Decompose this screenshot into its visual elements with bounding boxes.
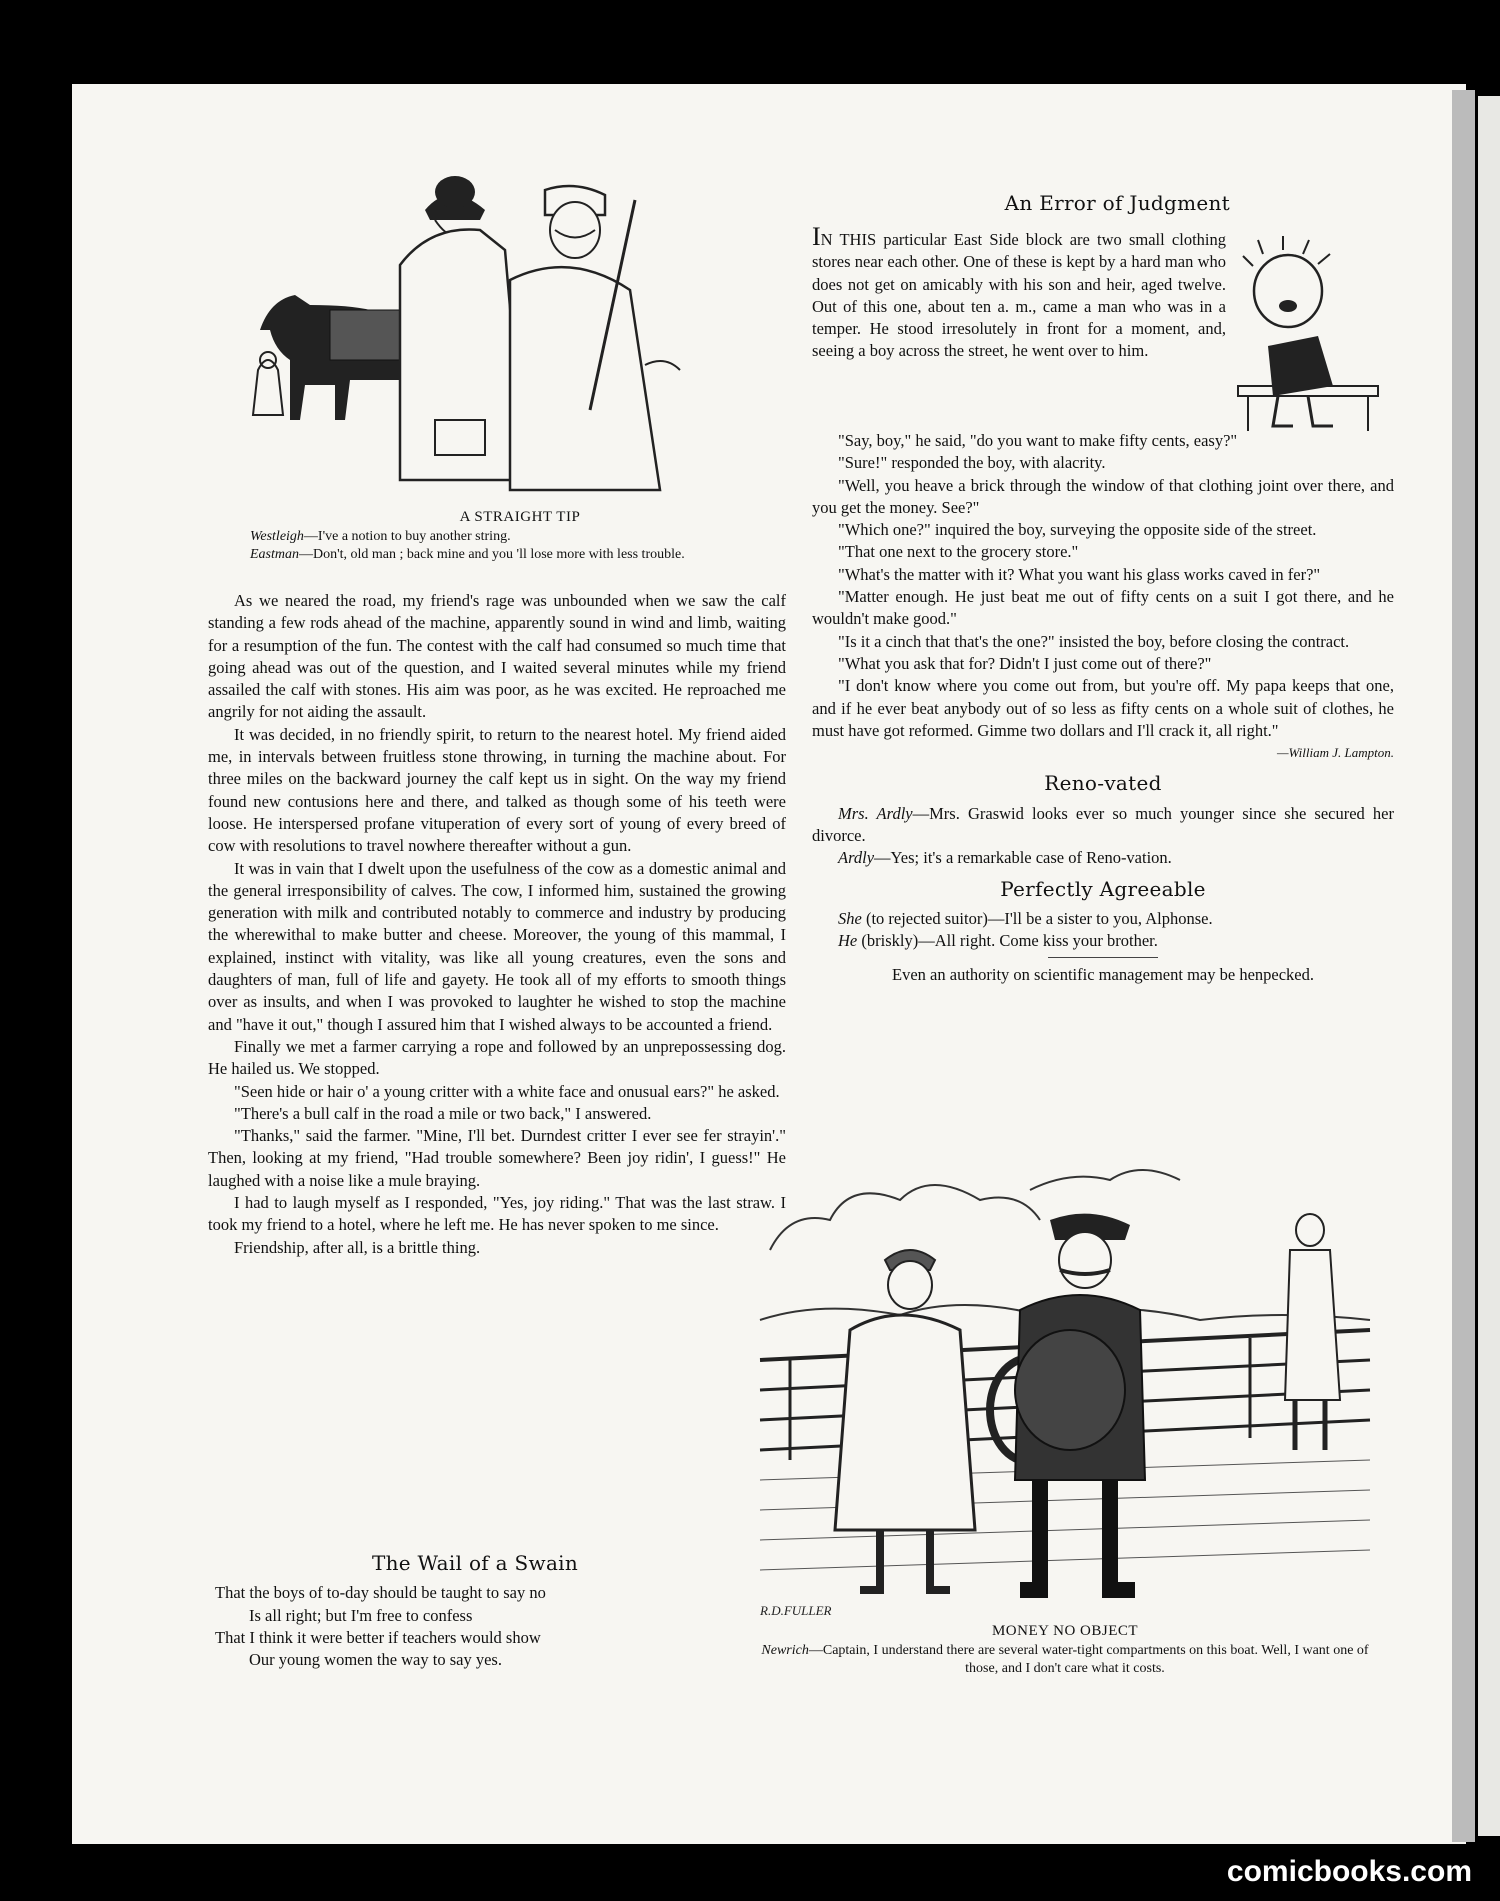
dialogue-line: He (briskly)—All right. Come kiss your brother. xyxy=(838,931,1158,951)
story-paragraph: As we neared the road, my friend's rage was unbounded when we saw the calf standing a few rods ahead of the machine, apparently sound in wind and limb, waiting for a resumption of the fun. The contest with the calf had consumed so much time that going ahead was out of the question, and I waited several minutes while my friend assailed the calf with stones. His aim was poor, as he was excited. He reproached me angrily for not aiding the assault. xyxy=(208,591,786,722)
story-paragraph: "Which one?" inquired the boy, surveying the opposite side of the street. xyxy=(838,520,1317,540)
story-paragraph: "Is it a cinch that that's the one?" insisted the boy, before closing the contract. xyxy=(838,631,1350,651)
caption-title: A STRAIGHT TIP xyxy=(459,509,581,525)
caption-line: Newrich—Captain, I understand there are several water-tight compartments on this boat. Well, I want one of those, and I don't care what it costs. xyxy=(761,1643,1369,1677)
story-paragraph: Finally we met a farmer carrying a rope and followed by an unprepossessing dog. He hailed us. We stopped. xyxy=(208,1036,786,1079)
story-paragraph: "Thanks," said the farmer. "Mine, I'll bet. Durndest critter I ever see fer strayin'." Then, looking at my friend, "Had trouble somewhere? Been joy ridin', I guess!" He laughed with a noise like a mule braying. xyxy=(208,1126,786,1190)
dialogue-line: Mrs. Ardly—Mrs. Graswid looks ever so much younger since she secured her divorce. xyxy=(812,803,1394,846)
byline: —William J. Lampton. xyxy=(1276,745,1394,761)
story-paragraph: "What you ask that for? Didn't I just come out of there?" xyxy=(838,653,1212,673)
dialogue-line: Ardly—Yes; it's a remarkable case of Reno-vation. xyxy=(838,848,1172,868)
error-story-body xyxy=(812,430,1394,986)
story-paragraph: "Sure!" responded the boy, with alacrity. xyxy=(838,453,1106,473)
story-paragraph: "Well, you heave a brick through the window of that clothing joint over there, and you get the money. See?" xyxy=(812,475,1394,517)
page-edge xyxy=(1452,90,1475,1842)
caption-line-2: Eastman—Don't, old man ; back mine and you 'll lose more with less trouble. xyxy=(250,547,685,563)
story-paragraph: "There's a bull calf in the road a mile or two back," I answered. xyxy=(234,1103,652,1123)
agreeable-title: Perfectly Agreeable xyxy=(1000,876,1206,901)
money-no-object-illustration xyxy=(730,1120,1390,1620)
story-paragraph: "What's the matter with it? What you want his glass works caved in fer?" xyxy=(838,564,1321,584)
story-paragraph: "I don't know where you come out from, but you're off. My papa keeps that one, and if he ever beat anybody out of so less as fifty cents on a whole suit of clothes, he must have got reformed. Gimme two dollars and I'll crack it, all right." xyxy=(812,676,1394,740)
dropcap: I xyxy=(812,222,821,251)
error-story-title: An Error of Judgment xyxy=(1004,191,1230,215)
straight-tip-illustration xyxy=(250,170,780,500)
poem-line: Our young women the way to say yes. xyxy=(249,1650,502,1670)
renovated-title: Reno-vated xyxy=(1044,771,1162,796)
story-paragraph: It was in vain that I dwelt upon the usefulness of the cow as a domestic animal and the general irresponsibility of calves. The cow, I informed him, sustained the growing generation with milk and contributed notably to commerce and industry by producing the wherewithal to make butter and cheese. Moreover, the young of this mammal, I explained, instinct with vitality, was like all young creatures, even the sons and daughters of man, full of life and gayety. He took all of my efforts to smooth things over as insults, and when I was provoked to laughter he wished to stop the machine and "have it out," though I assured him that I wished always to be accounted a friend. xyxy=(208,858,786,1034)
story-paragraph: IN THIS particular East Side block are two small clothing stores near each other. One of these is kept by a hard man who does not get on amicably with his son and heir, aged twelve. Out of this one, about ten a. m., came a man who was in a temper. He stood irresolutely in front for a moment, and, seeing a boy across the street, he went over to him. xyxy=(812,222,1226,361)
poem-line: Is all right; but I'm free to confess xyxy=(249,1605,473,1625)
story-paragraph: "Matter enough. He just beat me out of fifty cents on a suit I got there, and he wouldn't make good." xyxy=(812,587,1394,629)
story-paragraph: I had to laugh myself as I responded, "Yes, joy riding." That was the last straw. I took my friend to a hotel, where he left me. He has never spoken to me since. xyxy=(208,1193,786,1235)
dialogue-line: She (to rejected suitor)—I'll be a sister to you, Alphonse. xyxy=(838,908,1213,928)
divider xyxy=(1048,957,1158,958)
poem xyxy=(215,1552,735,1671)
story-paragraph: It was decided, in no friendly spirit, to return to the nearest hotel. My friend aided me, in intervals between fruitless stone throwing, in turning the machine about. For three miles on the backward journey the calf kept us in sight. On the way my friend found new contusions here and there, and talked as though some of his teeth were loose. He interspersed profane vituperation of every sort of young of every breed of cow with resolutions to travel nowhere thereafter without a gun. xyxy=(208,724,786,856)
caption-line-1: Westleigh—I've a notion to buy another string. xyxy=(250,529,511,545)
money-caption xyxy=(735,1620,1395,1678)
boy-illustration xyxy=(1228,236,1386,436)
story-paragraph: "Say, boy," he said, "do you want to make fifty cents, easy?" xyxy=(838,431,1238,450)
watermark: comicbooks.com xyxy=(1226,1855,1472,1888)
caption-title: MONEY NO OBJECT xyxy=(991,1623,1139,1639)
story-paragraph: "That one next to the grocery store." xyxy=(838,542,1079,562)
poem-line: That the boys of to-day should be taught to say no xyxy=(215,1583,546,1603)
left-story xyxy=(208,590,786,1259)
tagline: Even an authority on scientific management may be henpecked. xyxy=(892,964,1314,984)
next-page-edge xyxy=(1478,96,1500,1836)
straight-tip-caption xyxy=(250,506,790,564)
story-paragraph: "Seen hide or hair o' a young critter with a white face and onusual ears?" he asked. xyxy=(234,1081,780,1101)
artist-signature: R.D.FULLER xyxy=(760,1603,832,1618)
error-headline-wrap xyxy=(812,192,1230,222)
poem-title: The Wail of a Swain xyxy=(371,1551,579,1575)
poem-line: That I think it were better if teachers would show xyxy=(215,1627,541,1647)
story-paragraph: Friendship, after all, is a brittle thing. xyxy=(234,1237,481,1257)
error-story-intro xyxy=(812,222,1226,363)
